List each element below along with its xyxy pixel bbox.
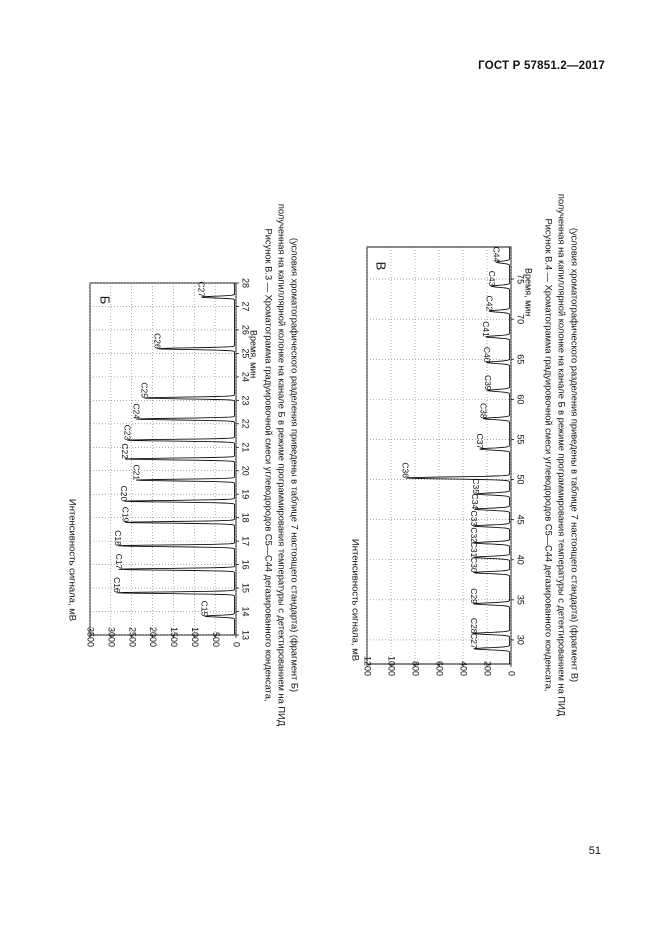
x-tick-label: 22 bbox=[240, 418, 251, 429]
peak-label: C44 bbox=[491, 246, 502, 263]
caption-line: Рисунок В.3 — Хроматограмма градуировочной смеси углеводородов C5—C44 дегазированного конденсата, bbox=[263, 228, 274, 702]
y-tick-label: 500 bbox=[210, 631, 221, 647]
peak-label: C38 bbox=[478, 403, 489, 419]
peak-label: C40 bbox=[481, 346, 492, 363]
x-tick-label: 45 bbox=[515, 514, 526, 525]
x-tick-label: 65 bbox=[515, 354, 526, 365]
x-tick-label: 40 bbox=[515, 554, 526, 565]
peak-label: C16 bbox=[112, 577, 123, 593]
peak-label: C18 bbox=[112, 530, 123, 546]
peak-label: C35 bbox=[471, 478, 482, 494]
peak-label: C27 bbox=[196, 281, 207, 298]
caption-line: полученная на капиллярной колонке на канале Б в режиме программирования температуры с детектированием на ПИД bbox=[276, 203, 287, 727]
y-tick-label: 1000 bbox=[386, 655, 397, 676]
x-tick-label: 24 bbox=[240, 371, 251, 382]
x-tick-label: 60 bbox=[515, 394, 526, 405]
y-tick-label: 2000 bbox=[148, 626, 159, 647]
peak-label: C23 bbox=[122, 424, 133, 441]
y-tick-label: 200 bbox=[482, 660, 493, 676]
peak-label: C31 bbox=[468, 541, 479, 558]
figure-b bbox=[66, 278, 258, 647]
peak-label: C28 bbox=[468, 617, 479, 634]
x-tick-label: 18 bbox=[240, 512, 251, 523]
y-axis-label: Интенсивность сигнала, мВ bbox=[66, 498, 78, 622]
y-tick-label: 1500 bbox=[169, 626, 180, 647]
peak-label: C30 bbox=[468, 556, 479, 573]
fragment-letter: Б bbox=[97, 295, 113, 305]
x-tick-label: 17 bbox=[240, 536, 251, 547]
peak-label: C20 bbox=[119, 485, 130, 502]
caption-line: (условия хроматографического разделения приведены в таблице 7 настоящего стандарта) (фрагмент В) bbox=[569, 227, 580, 683]
caption-line: (условия хроматографического разделения приведены в таблице 7 настоящего стандарта) (фрагмент Б) bbox=[289, 237, 300, 693]
y-axis-label: Интенсивность сигнала, мВ bbox=[349, 538, 361, 662]
peak-label: C29 bbox=[468, 588, 479, 604]
x-tick-label: 27 bbox=[240, 301, 251, 312]
x-tick-label: 20 bbox=[240, 465, 251, 476]
y-tick-label: 1000 bbox=[189, 626, 200, 647]
peak-label: C32 bbox=[468, 527, 479, 543]
x-tick-label: 14 bbox=[240, 606, 251, 617]
page-number: 51 bbox=[588, 845, 601, 857]
y-tick-label: 400 bbox=[458, 660, 469, 676]
peak-label: C24 bbox=[131, 403, 142, 420]
y-tick-label: 3000 bbox=[106, 626, 117, 647]
fragment-letter: В bbox=[373, 261, 389, 271]
peak-label: C17 bbox=[113, 553, 124, 570]
x-tick-label: 21 bbox=[240, 442, 251, 453]
y-tick-label: 800 bbox=[410, 660, 421, 676]
x-tick-label: 23 bbox=[240, 395, 251, 406]
peak-label: C22 bbox=[120, 443, 131, 459]
y-tick-label: 2500 bbox=[127, 626, 138, 647]
peak-label: C21 bbox=[131, 464, 142, 481]
x-tick-label: 19 bbox=[240, 489, 251, 500]
x-tick-label: 28 bbox=[240, 277, 251, 289]
peak-label: C36 bbox=[400, 462, 411, 478]
y-tick-label: 0 bbox=[506, 670, 517, 676]
figure-b-caption bbox=[264, 204, 300, 727]
x-axis-label: Время, мин bbox=[523, 268, 534, 317]
peak-label: C43 bbox=[486, 270, 497, 287]
peak-label: C15 bbox=[199, 600, 210, 617]
x-tick-label: 16 bbox=[240, 559, 251, 570]
peak-label: C39 bbox=[483, 374, 494, 391]
peak-label: C34 bbox=[469, 493, 480, 510]
x-tick-label: 13 bbox=[240, 629, 251, 641]
y-tick-label: 0 bbox=[231, 641, 242, 647]
peak-label: C33 bbox=[468, 510, 479, 527]
x-axis-label: Время, мин bbox=[248, 330, 259, 379]
figure-v bbox=[349, 247, 533, 676]
peak-label: C27 bbox=[468, 633, 479, 649]
y-tick-label: 3500 bbox=[85, 626, 96, 647]
x-tick-label: 15 bbox=[240, 583, 251, 594]
signal-trace bbox=[117, 283, 235, 635]
x-tick-label: 35 bbox=[515, 594, 526, 605]
x-tick-label: 75 bbox=[515, 274, 526, 285]
caption-line: Рисунок В.4 — Хроматограмма градуировочной смеси углеводородов C5—C44 дегазированного конденсата, bbox=[543, 218, 554, 692]
peak-label: C25 bbox=[139, 382, 150, 398]
x-tick-label: 70 bbox=[515, 314, 526, 325]
x-tick-label: 50 bbox=[515, 474, 526, 485]
caption-line: полученная на капиллярной колонке на канале Б в режиме программирования температуры с детектированием на ПИД bbox=[556, 193, 567, 717]
peak-label: C19 bbox=[120, 506, 131, 523]
x-tick-label: 30 bbox=[515, 634, 526, 645]
peak-label: C26 bbox=[152, 333, 163, 349]
peak-label: C42 bbox=[484, 295, 495, 312]
y-tick-label: 1200 bbox=[362, 655, 373, 676]
x-tick-label: 25 bbox=[240, 348, 251, 359]
standard-header: ГОСТ Р 57851.2—2017 bbox=[478, 60, 605, 72]
y-tick-label: 600 bbox=[434, 660, 445, 676]
figure-v-caption bbox=[544, 194, 580, 717]
peak-label: C37 bbox=[474, 433, 485, 450]
x-tick-label: 55 bbox=[515, 434, 526, 445]
x-tick-label: 26 bbox=[240, 324, 251, 335]
peak-label: C41 bbox=[480, 321, 491, 337]
